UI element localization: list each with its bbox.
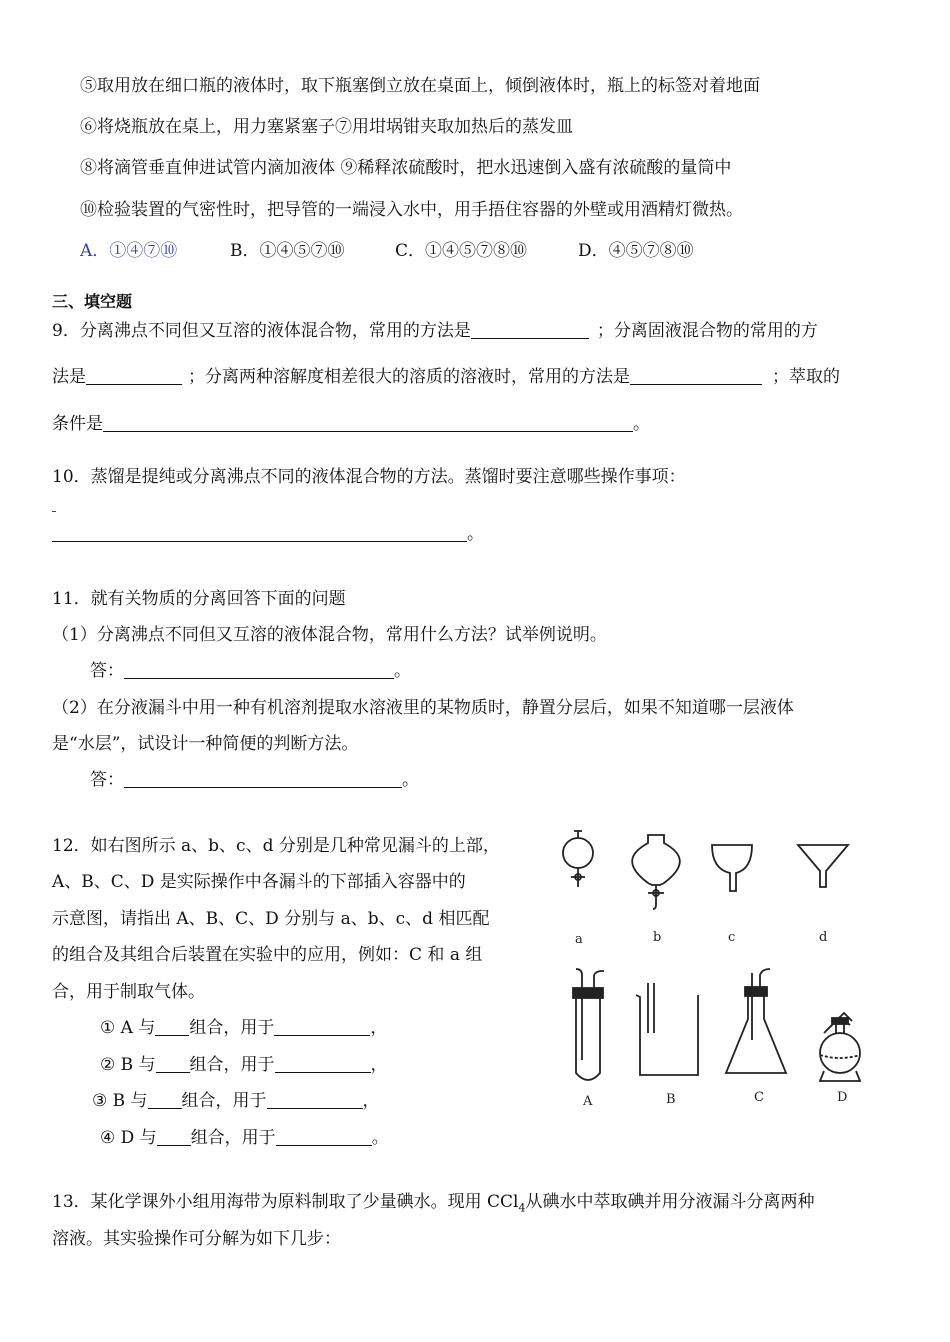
q12-row-3-label: ③ B 与 — [92, 1091, 148, 1111]
q8-option-b: B．①④⑤⑦⑩ — [230, 241, 345, 261]
q12-line-1: 12．如右图所示 a、b、c、d 分别是几种常见漏斗的上部， — [52, 836, 500, 856]
fig-label-B: B — [666, 1092, 676, 1107]
q12-row-4-end: 。 — [371, 1128, 389, 1148]
q12-blank-3a[interactable] — [148, 1090, 182, 1109]
q8-item-10: ⑩检验装置的气密性时，把导管的一端浸入水中，用手捂住容器的外壁或用酒精灯微热。 — [80, 200, 743, 220]
q11-answer-2-label: 答： — [90, 770, 124, 790]
q11-blank-1[interactable] — [124, 660, 394, 679]
q9-line-1 — [52, 320, 818, 342]
q12-blank-2a[interactable] — [156, 1054, 190, 1073]
funnel-d-icon — [798, 845, 848, 887]
fig-label-D: D — [837, 1090, 848, 1105]
q9-blank-2[interactable] — [86, 366, 182, 385]
q9-text-2: ；分离固液混合物的常用的方 — [596, 321, 818, 341]
q9-blank-1[interactable] — [471, 320, 589, 339]
fig-label-d: d — [819, 930, 828, 945]
q10-dash-mark — [52, 500, 56, 522]
q11-answer-1-label: 答： — [90, 661, 124, 681]
q12-row-3-end: ， — [362, 1091, 380, 1111]
q10-answer-line — [52, 523, 484, 545]
q12-blank-1b[interactable] — [274, 1017, 370, 1036]
funnel-c-icon — [712, 845, 752, 891]
q12-line-2: A、B、C、D 是实际操作中各漏斗的下部插入容器中的 — [52, 872, 466, 892]
q13-subscript: 4 — [518, 1201, 526, 1215]
funnel-a-icon — [563, 831, 593, 887]
q11-answer-2 — [90, 769, 419, 791]
container-d-icon — [820, 1013, 860, 1081]
q12-row-2-end: ， — [370, 1055, 388, 1075]
q9-text-4: ；分离两种溶解度相差很大的溶质的溶液时，常用的方法是 — [188, 367, 630, 387]
q11-blank-2[interactable] — [124, 769, 402, 788]
fig-label-A: A — [583, 1094, 593, 1109]
q9-blank-4[interactable] — [103, 413, 633, 432]
q13-text-2: 从碘水中萃取碘并用分液漏斗分离两种 — [525, 1192, 815, 1212]
q8-option-c: C．①④⑤⑦⑧⑩ — [395, 241, 528, 261]
container-b-icon — [636, 983, 698, 1075]
q12-line-3: 示意图，请指出 A、B、C、D 分别与 a、b、c、d 相匹配 — [52, 909, 490, 929]
q12-row-3 — [92, 1090, 380, 1112]
q12-row-2 — [100, 1054, 388, 1076]
q12-line-4: 的组合及其组合后装置在实验中的应用，例如：C 和 a 组 — [52, 945, 483, 965]
q11-answer-2-end: 。 — [402, 770, 419, 790]
q9-blank-3[interactable] — [630, 366, 762, 385]
q12-blank-2b[interactable] — [275, 1054, 371, 1073]
q12-row-1-label: ① A 与 — [100, 1018, 156, 1038]
q11-answer-1-end: 。 — [394, 661, 411, 681]
funnel-b-icon — [632, 835, 680, 909]
q8-item-5: ⑤取用放在细口瓶的液体时，取下瓶塞倒立放在桌面上，倾倒液体时，瓶上的标签对着地面 — [80, 76, 760, 96]
q8-item-6-7: ⑥将烧瓶放在桌上，用力塞紧塞子⑦用坩埚钳夹取加热后的蒸发皿 — [80, 117, 573, 137]
q13-line-2: 溶液。其实验操作可分解为如下几步： — [52, 1229, 341, 1249]
q10-text: 10．蒸馏是提纯或分离沸点不同的液体混合物的方法。蒸馏时要注意哪些操作事项： — [52, 467, 686, 487]
q11-sub-2-line-2: 是“水层”，试设计一种简便的判断方法。 — [52, 734, 359, 754]
q12-row-4-mid: 组合，用于 — [190, 1128, 276, 1148]
fig-label-a: a — [575, 932, 583, 947]
q12-row-1 — [100, 1017, 387, 1039]
q12-row-4 — [100, 1127, 389, 1149]
q12-line-5: 合，用于制取气体。 — [52, 982, 205, 1002]
q11-sub-2-line-1: （2）在分液漏斗中用一种有机溶剂提取水溶液里的某物质时，静置分层后，如果不知道哪一层液体 — [52, 698, 794, 718]
q12-row-2-mid: 组合，用于 — [189, 1055, 275, 1075]
q9-text-3: 法是 — [52, 367, 86, 387]
q8-option-a: A．①④⑦⑩ — [80, 241, 178, 261]
q13-text-1: 13．某化学课外小组用海带为原料制取了少量碘水。现用 CCl — [52, 1192, 519, 1212]
q9-text-5: ；萃取的 — [772, 367, 840, 387]
q12-row-1-end: ， — [370, 1018, 388, 1038]
q12-blank-3b[interactable] — [267, 1090, 363, 1109]
q9-text-7: 。 — [633, 414, 650, 434]
q8-item-8-9: ⑧将滴管垂直伸进试管内滴加液体 ⑨稀释浓硫酸时，把水迅速倒入盛有浓硫酸的量筒中 — [80, 158, 732, 178]
q12-row-2-label: ② B 与 — [100, 1055, 156, 1075]
fig-label-b: b — [653, 930, 662, 945]
q9-text-6: 条件是 — [52, 414, 103, 434]
fig-label-c: c — [728, 930, 736, 945]
q9-line-2 — [52, 366, 840, 388]
q12-row-4-label: ④ D 与 — [100, 1128, 157, 1148]
q12-blank-4a[interactable] — [157, 1127, 191, 1146]
q12-row-3-mid: 组合，用于 — [181, 1091, 267, 1111]
q9-line-3 — [52, 413, 650, 435]
fig-label-C: C — [754, 1090, 764, 1105]
q13-line-1 — [52, 1191, 815, 1219]
funnel-figure — [540, 825, 880, 1115]
q12-blank-4b[interactable] — [276, 1127, 372, 1146]
section-heading: 三、填空题 — [52, 292, 133, 311]
q10-end: 。 — [467, 524, 484, 544]
container-a-icon — [573, 969, 604, 1080]
q11-sub-1: （1）分离沸点不同但又互溶的液体混合物，常用什么方法？试举例说明。 — [52, 625, 607, 645]
q10-blank[interactable] — [52, 523, 467, 542]
q11-answer-1 — [90, 660, 411, 682]
q9-text-1: 9．分离沸点不同但又互溶的液体混合物，常用的方法是 — [52, 321, 471, 341]
q12-row-1-mid: 组合，用于 — [189, 1018, 275, 1038]
q8-option-d: D．④⑤⑦⑧⑩ — [578, 241, 694, 261]
q12-blank-1a[interactable] — [155, 1017, 189, 1036]
container-c-icon — [726, 969, 786, 1073]
q11-title: 11．就有关物质的分离回答下面的问题 — [52, 589, 346, 609]
